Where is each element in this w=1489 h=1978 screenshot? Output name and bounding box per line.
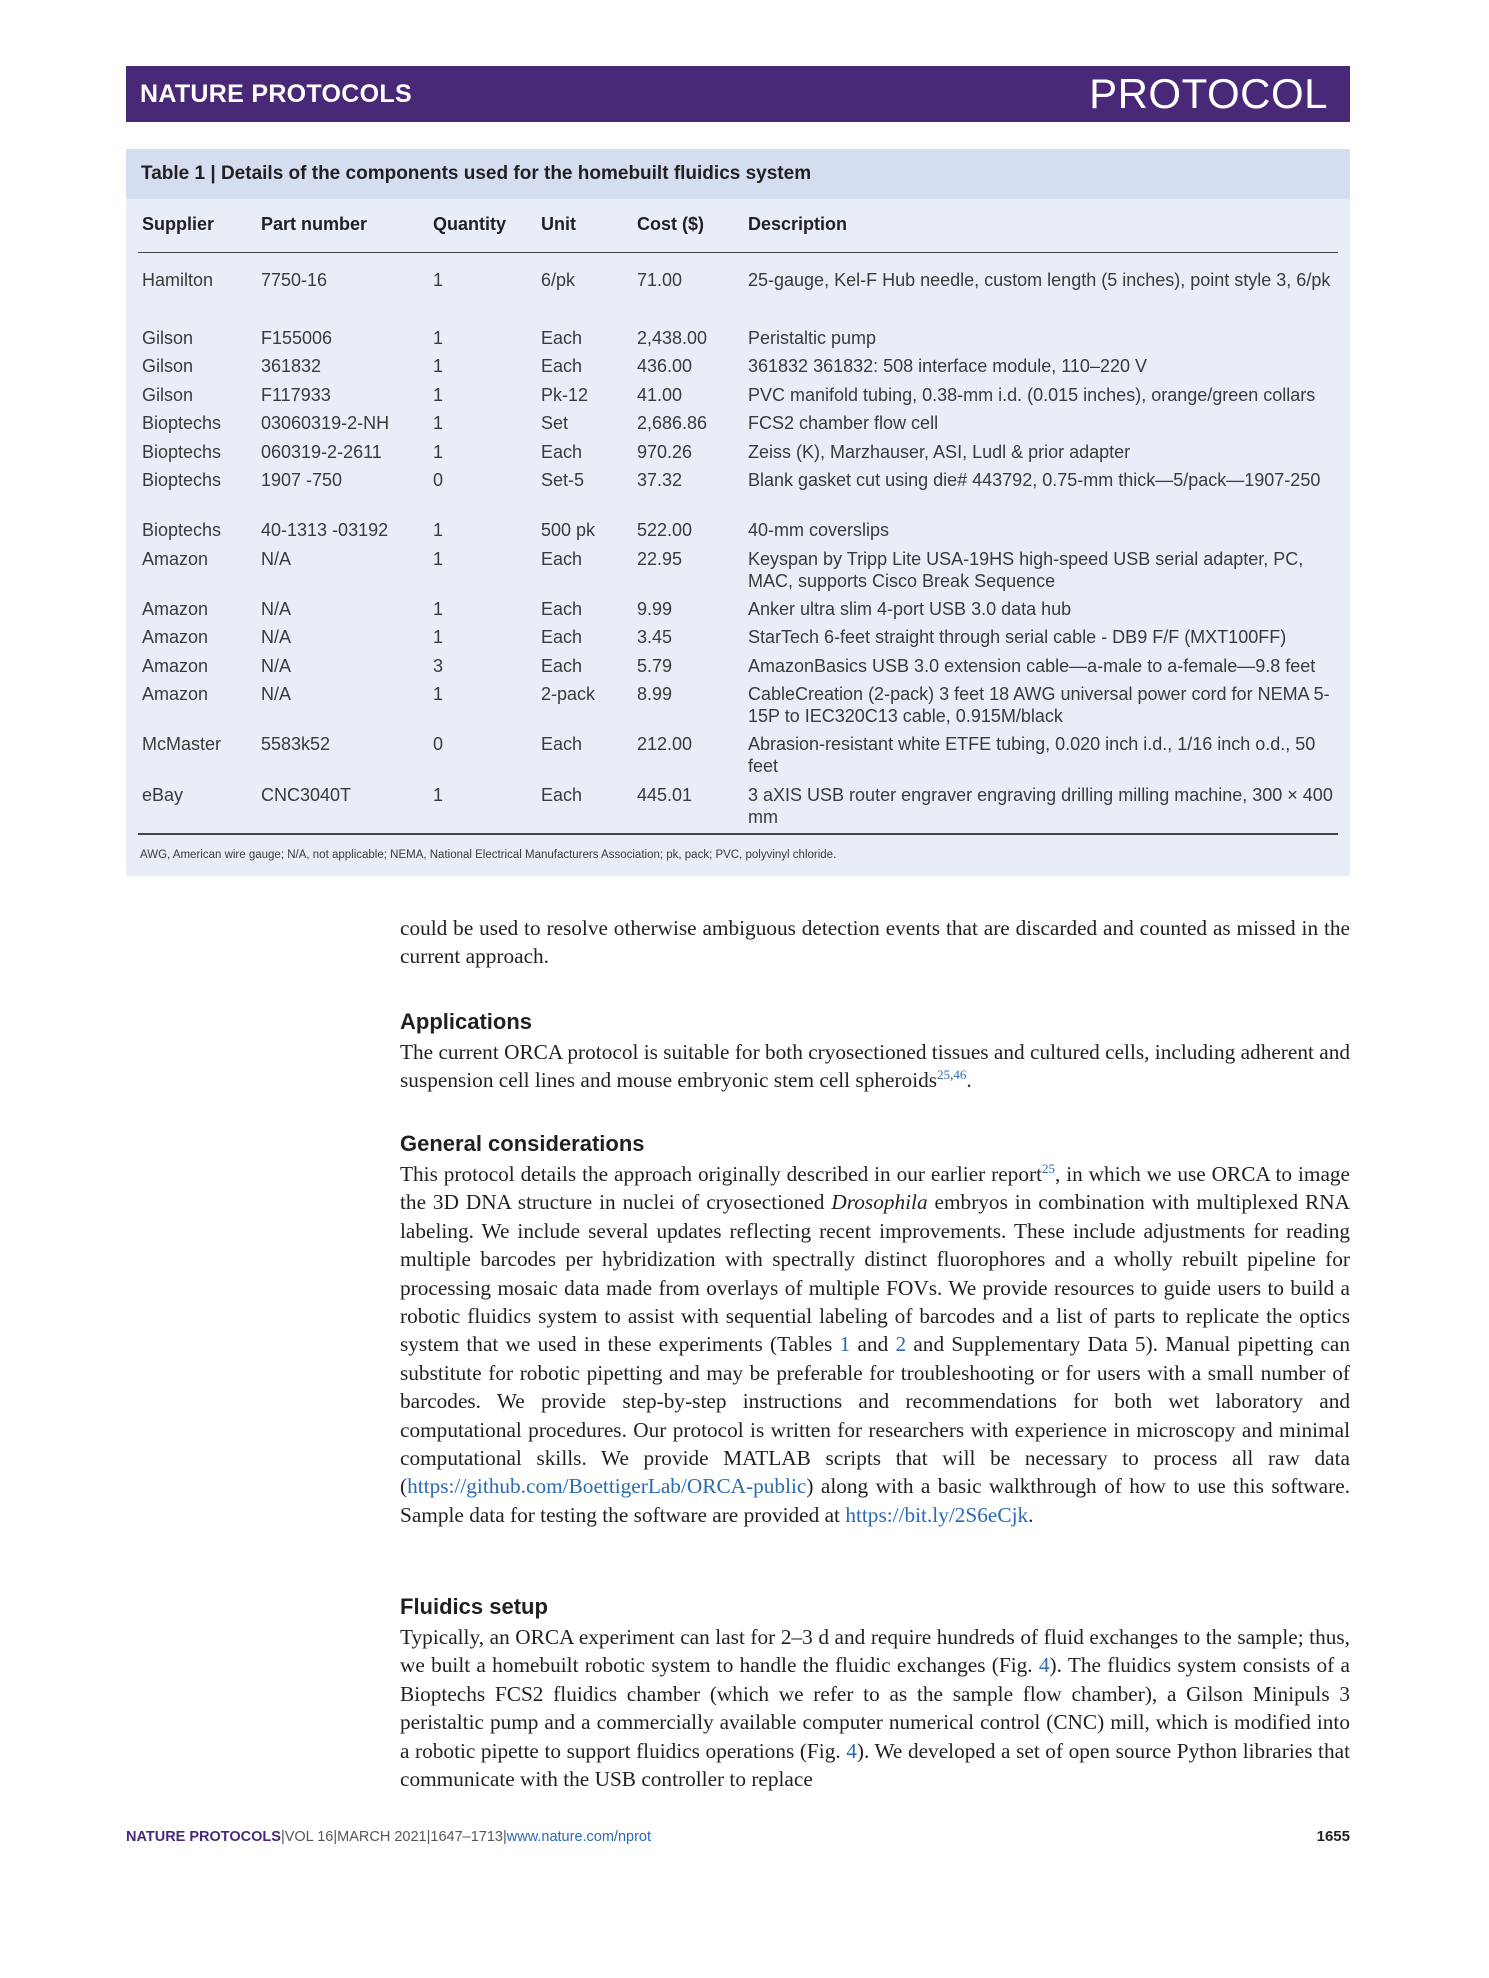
footer-pages: 1647–1713 xyxy=(430,1829,503,1845)
page-number: 1655 xyxy=(1316,1828,1350,1845)
table-cell-part-number: 361832 xyxy=(261,356,322,376)
table-cell-quantity: 1 xyxy=(433,627,444,647)
table-cell-description: 361832 361832: 508 interface module, 110–220 V xyxy=(748,356,1147,376)
table-cell-unit: Each xyxy=(541,549,583,569)
table-cell-unit: Each xyxy=(541,785,583,805)
table-cell-part-number: 7750-16 xyxy=(261,270,328,290)
table-cell-supplier: Amazon xyxy=(142,627,209,647)
github-link[interactable]: https://github.com/BoettigerLab/ORCA-public xyxy=(407,1474,807,1499)
components-table xyxy=(126,149,1350,876)
table-cell-description: 25-gauge, Kel-F Hub needle, custom length (5 inches), point style 3, 6/pk xyxy=(748,270,1331,290)
table-cell-unit: Pk-12 xyxy=(541,385,589,405)
table-cell-part-number: N/A xyxy=(261,599,292,619)
column-header-supplier: Supplier xyxy=(142,214,215,234)
table-cell-supplier: Gilson xyxy=(142,385,194,405)
table-cell-cost: 445.01 xyxy=(637,785,693,805)
table-1-link[interactable]: 1 xyxy=(839,1332,851,1357)
table-cell-part-number: 40-1313 -03192 xyxy=(261,520,389,540)
table-cell-unit: 2-pack xyxy=(541,684,596,704)
table-cell-description: AmazonBasics USB 3.0 extension cable—a-male to a-female—9.8 feet xyxy=(748,656,1316,676)
table-cell-unit: Each xyxy=(541,627,583,647)
table-cell-supplier: Amazon xyxy=(142,599,209,619)
table-cell-description: StarTech 6-feet straight through serial cable - DB9 F/F (MXT100FF) xyxy=(748,627,1287,647)
article-type: PROTOCOL xyxy=(1089,70,1328,117)
table-cell-quantity: 1 xyxy=(433,549,444,569)
table-cell-part-number: N/A xyxy=(261,684,292,704)
table-cell-quantity: 1 xyxy=(433,328,444,348)
table-cell-description: 3 aXIS USB router engraver engraving drilling milling machine, 300 × 400 mm xyxy=(748,785,1333,827)
table-cell-cost: 3.45 xyxy=(637,627,673,647)
table-cell-supplier: Bioptechs xyxy=(142,413,222,433)
table-cell-part-number: 03060319-2-NH xyxy=(261,413,390,433)
table-cell-supplier: Gilson xyxy=(142,328,194,348)
table-cell-quantity: 1 xyxy=(433,785,444,805)
table-cell-supplier: Hamilton xyxy=(142,270,214,290)
table-cell-description: Blank gasket cut using die# 443792, 0.75-mm thick—5/pack—1907-250 xyxy=(748,470,1321,490)
table-cell-supplier: Bioptechs xyxy=(142,442,222,462)
reference-link[interactable]: 25 xyxy=(937,1067,951,1083)
applications-heading: Applications xyxy=(400,1009,533,1034)
table-cell-unit: Each xyxy=(541,442,583,462)
table-cell-unit: Set-5 xyxy=(541,470,585,490)
table-cell-quantity: 1 xyxy=(433,356,444,376)
intro-paragraph: could be used to resolve otherwise ambiguous detection events that are discarded and counted as missed in the current approach. xyxy=(400,916,1350,969)
table-cell-quantity: 3 xyxy=(433,656,444,676)
footer-journal: NATURE PROTOCOLS xyxy=(126,1829,281,1845)
table-cell-description: Abrasion-resistant white ETFE tubing, 0.020 inch i.d., 1/16 inch o.d., 50 feet xyxy=(748,734,1316,776)
column-header-unit: Unit xyxy=(541,214,576,234)
table-cell-part-number: F155006 xyxy=(261,328,333,348)
table-cell-part-number: N/A xyxy=(261,656,292,676)
journal-name: NATURE PROTOCOLS xyxy=(140,80,412,108)
table-cell-cost: 8.99 xyxy=(637,684,673,704)
table-cell-part-number: 060319-2-2611 xyxy=(261,442,382,462)
table-cell-supplier: Gilson xyxy=(142,356,194,376)
table-cell-description: Keyspan by Tripp Lite USA-19HS high-speed USB serial adapter, PC, MAC, supports Cisco Break Sequence xyxy=(748,549,1304,591)
table-cell-part-number: 1907 -750 xyxy=(261,470,343,490)
table-cell-description: FCS2 chamber flow cell xyxy=(748,413,939,433)
applications-paragraph: The current ORCA protocol is suitable for both cryosectioned tissues and cultured cells, including adherent and suspension cell lines and mouse embryonic stem cell spheroids$^{25,46}$. xyxy=(400,1040,1350,1093)
table-caption-separator: | xyxy=(210,163,216,184)
table-cell-part-number: N/A xyxy=(261,549,292,569)
table-cell-unit: Each xyxy=(541,734,583,754)
table-cell-description: Anker ultra slim 4-port USB 3.0 data hub xyxy=(748,599,1072,619)
table-cell-cost: 212.00 xyxy=(637,734,693,754)
table-cell-unit: Each xyxy=(541,328,583,348)
table-cell-unit: Each xyxy=(541,356,583,376)
table-cell-cost: 37.32 xyxy=(637,470,683,490)
table-cell-description: PVC manifold tubing, 0.38-mm i.d. (0.015 inches), orange/green collars xyxy=(748,385,1316,405)
table-cell-cost: 2,438.00 xyxy=(637,328,708,348)
column-header-part-number: Part number xyxy=(261,214,368,234)
table-cell-quantity: 1 xyxy=(433,520,444,540)
table-cell-part-number: CNC3040T xyxy=(261,785,352,805)
footer-url-link[interactable]: www.nature.com/nprot xyxy=(506,1829,652,1845)
table-cell-unit: Set xyxy=(541,413,569,433)
footer-volume: VOL 16 xyxy=(284,1829,334,1845)
table-cell-part-number: N/A xyxy=(261,627,292,647)
table-footnote: AWG, American wire gauge; N/A, not applicable; NEMA, National Electrical Manufacturers Association; pk, pack; PVC, polyvinyl chloride. xyxy=(140,849,837,861)
sample-data-link[interactable]: https://bit.ly/2S6eCjk xyxy=(845,1502,1029,1527)
table-cell-supplier: Bioptechs xyxy=(142,520,222,540)
table-caption-label: Table 1 xyxy=(141,163,206,184)
table-cell-unit: 500 pk xyxy=(541,520,596,540)
table-cell-cost: 41.00 xyxy=(637,385,683,405)
table-cell-cost: 9.99 xyxy=(637,599,673,619)
table-cell-cost: 2,686.86 xyxy=(637,413,708,433)
table-cell-cost: 22.95 xyxy=(637,549,683,569)
column-header-quantity: Quantity xyxy=(433,214,507,234)
column-header-cost: Cost ($) xyxy=(637,214,704,234)
table-cell-cost: 71.00 xyxy=(637,270,683,290)
table-cell-description: CableCreation (2-pack) 3 feet 18 AWG universal power cord for NEMA 5-15P to IEC320C13 cable, 0.915M/black xyxy=(748,684,1330,726)
table-cell-cost: 436.00 xyxy=(637,356,693,376)
table-cell-quantity: 1 xyxy=(433,684,444,704)
table-cell-unit: 6/pk xyxy=(541,270,576,290)
table-cell-part-number: 5583k52 xyxy=(261,734,331,754)
table-cell-quantity: 1 xyxy=(433,413,444,433)
table-cell-supplier: Amazon xyxy=(142,656,209,676)
table-cell-cost: 5.79 xyxy=(637,656,673,676)
reference-link[interactable]: 25 xyxy=(1042,1161,1055,1176)
table-cell-quantity: 1 xyxy=(433,270,444,290)
table-2-link[interactable]: 2 xyxy=(895,1332,907,1357)
table-cell-unit: Each xyxy=(541,599,583,619)
general-considerations-heading: General considerations xyxy=(400,1131,645,1156)
table-cell-supplier: Amazon xyxy=(142,684,209,704)
table-cell-supplier: Amazon xyxy=(142,549,209,569)
general-considerations-paragraph: This protocol details the approach originally described in our earlier report$^{25}$, in which we use ORCA to image the 3D DNA structure in nuclei of cryosectioned Drosophila embryos in combination with multiplexed RNA labeling. We include several updates reflecting recent improvements. These include adjustments for reading multiple barcodes per hybridization with spectrally distinct fluorophores and a wholly rebuilt pipeline for processing mosaic data made from overlays of multiple FOVs. We provide resources to guide users to build a robotic fluidics system to assist with sequential labeling of barcodes and a list of parts to replicate the optics system that we used in these experiments (Tables 1 and 2 and Supplementary Data 5). Manual pipetting can substitute for robotic pipetting and may be preferable for troubleshooting or for users with a small number of barcodes. We provide step-by-step instructions and recommendations for both wet laboratory and computational procedures. Our protocol is written for researchers with experience in microscopy and minimal computational skills. We provide MATLAB scripts that will be necessary to process all raw data (https://github.com/BoettigerLab/ORCA-public) along with a basic walkthrough of how to use this software. Sample data for testing the software are provided at https://bit.ly/2S6eCjk. xyxy=(400,1161,1351,1527)
table-caption-text: Details of the components used for the homebuilt fluidics system xyxy=(220,163,812,184)
table-cell-quantity: 1 xyxy=(433,442,444,462)
figure-4-link[interactable]: 4 xyxy=(1038,1653,1050,1678)
table-cell-description: Peristaltic pump xyxy=(748,328,877,348)
table-cell-quantity: 1 xyxy=(433,599,444,619)
table-cell-cost: 522.00 xyxy=(637,520,693,540)
table-cell-unit: Each xyxy=(541,656,583,676)
reference-link[interactable]: 46 xyxy=(953,1067,967,1083)
figure-4-link[interactable]: 4 xyxy=(846,1738,857,1763)
table-caption xyxy=(126,149,1350,199)
table-cell-supplier: Bioptechs xyxy=(142,470,222,490)
fluidics-setup-heading: Fluidics setup xyxy=(400,1594,548,1619)
table-cell-supplier: eBay xyxy=(142,785,184,805)
column-header-description: Description xyxy=(748,214,848,234)
table-cell-part-number: F117933 xyxy=(261,385,331,405)
journal-header-bar xyxy=(126,66,1350,122)
table-cell-quantity: 0 xyxy=(433,470,444,490)
table-bottom-rule xyxy=(138,833,1338,835)
fluidics-setup-paragraph: Typically, an ORCA experiment can last for 2–3 d and require hundreds of fluid exchanges to the sample; thus, we built a homebuilt robotic system to handle the fluidic exchanges (Fig. 4). The fluidics system consists of a Bioptechs FCS2 fluidics chamber (which we refer to as the sample flow chamber), a Gilson Minipuls 3 peristaltic pump and a commercially available computer numerical control (CNC) mill, which is modified into a robotic pipette to support fluidics operations (Fig. 4). We developed a set of open source Python libraries that communicate with the USB controller to replace xyxy=(400,1625,1350,1792)
table-cell-quantity: 1 xyxy=(433,385,444,405)
table-cell-description: 40-mm coverslips xyxy=(748,520,890,540)
table-cell-quantity: 0 xyxy=(433,734,444,754)
header-rule xyxy=(138,252,1338,253)
table-cell-cost: 970.26 xyxy=(637,442,693,462)
table-cell-description: Zeiss (K), Marzhauser, ASI, Ludl & prior adapter xyxy=(748,442,1131,462)
footer-date: MARCH 2021 xyxy=(337,1829,427,1845)
table-cell-supplier: McMaster xyxy=(142,734,222,754)
page-footer: NATURE PROTOCOLS|VOL 16|MARCH 2021|1647–1713|www.nature.com/nprot xyxy=(126,1829,652,1845)
